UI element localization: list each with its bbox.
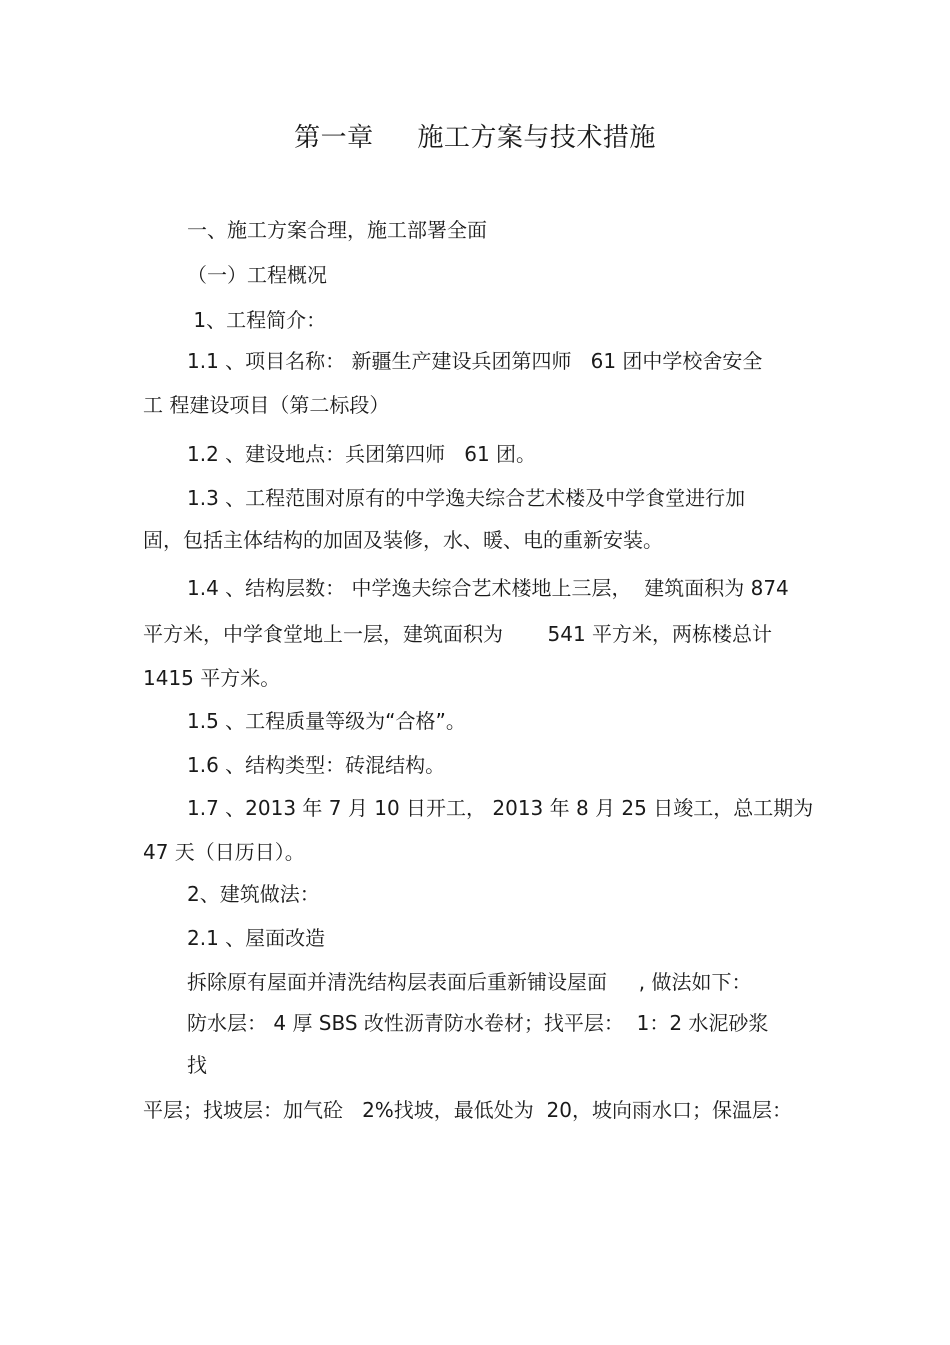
item-heading: 2.1 、屋面改造 <box>187 926 326 950</box>
paragraph-line: 1.7 、2013 年 7 月 10 日开工， 2013 年 8 月 25 日竣工，总工期为 <box>187 796 814 820</box>
paragraph-line: 1.4 、结构层数： 中学逸夫综合艺术楼地上三层， 建筑面积为 874 <box>187 576 789 600</box>
chapter-title: 第一章 施工方案与技术措施 <box>294 123 656 153</box>
paragraph-line: 1.3 、工程范围对原有的中学逸夫综合艺术楼及中学食堂进行加 <box>187 486 746 510</box>
paragraph-line: 平方米，中学食堂地上一层，建筑面积为 541 平方米，两栋楼总计 <box>143 622 773 646</box>
paragraph-line: 防水层： 4 厚 SBS 改性沥青防水卷材；找平层： 1：2 水泥砂浆 <box>187 1011 769 1035</box>
paragraph-line: 1.1 、项目名称： 新疆生产建设兵团第四师 61 团中学校舍安全 <box>187 349 763 373</box>
subsection-heading: （一）工程概况 <box>187 263 327 287</box>
item-heading: 2、建筑做法： <box>187 882 320 906</box>
paragraph-line: 找 <box>187 1053 207 1077</box>
section-heading: 一、施工方案合理，施工部署全面 <box>187 218 487 242</box>
paragraph-line: 1.6 、结构类型：砖混结构。 <box>187 753 446 777</box>
paragraph-line: 47 天（日历日）。 <box>143 840 305 864</box>
paragraph-line: 平层；找坡层：加气砼 2%找坡，最低处为 20，坡向雨水口；保温层： <box>143 1098 792 1122</box>
paragraph-line: 固，包括主体结构的加固及装修，水、暖、电的重新安装。 <box>143 528 663 552</box>
paragraph-line: 1.2 、建设地点：兵团第四师 61 团。 <box>187 442 537 466</box>
paragraph-line: 工 程建设项目（第二标段） <box>143 393 390 417</box>
paragraph-line: 1415 平方米。 <box>143 666 281 690</box>
paragraph-line: 拆除原有屋面并清洗结构层表面后重新铺设屋面 , 做法如下： <box>187 970 752 994</box>
item-heading: 1、工程简介： <box>187 308 327 332</box>
paragraph-line: 1.5 、工程质量等级为“合格”。 <box>187 709 466 733</box>
